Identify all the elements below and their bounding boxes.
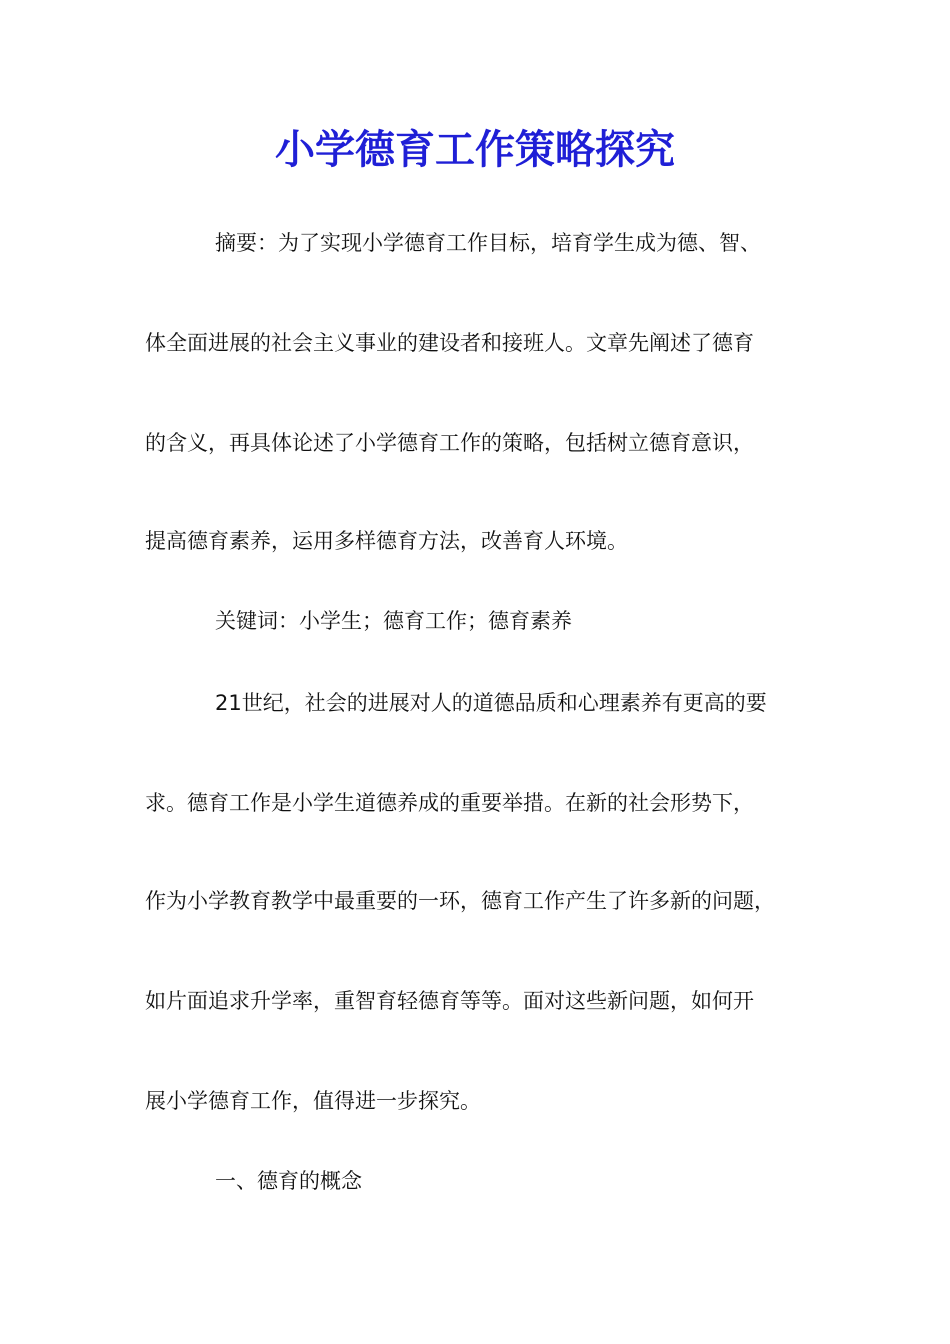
body-line-2: 求。德育工作是小学生道德养成的重要举措。在新的社会形势下， [145, 791, 754, 815]
body-line-4: 如片面追求升学率，重智育轻德育等等。面对这些新问题，如何开 [145, 989, 754, 1013]
abstract-line-1: 摘要：为了实现小学德育工作目标，培育学生成为德、智、 [215, 231, 761, 255]
document-title: 小学德育工作策略探究 [275, 126, 675, 173]
abstract-line-3: 的含义，再具体论述了小学德育工作的策略，包括树立德育意识， [145, 431, 754, 455]
abstract-line-2: 体全面进展的社会主义事业的建设者和接班人。文章先阐述了德育 [145, 331, 754, 355]
section-heading: 一、德育的概念 [215, 1169, 362, 1193]
body-line-5: 展小学德育工作，值得进一步探究。 [145, 1089, 481, 1113]
keywords-line: 关键词：小学生；德育工作；德育素养 [215, 609, 572, 633]
body-line-1: 21世纪，社会的进展对人的道德品质和心理素养有更高的要 [215, 691, 767, 715]
body-line-3: 作为小学教育教学中最重要的一环，德育工作产生了许多新的问题， [145, 889, 775, 913]
abstract-line-4: 提高德育素养，运用多样德育方法，改善育人环境。 [145, 529, 628, 553]
